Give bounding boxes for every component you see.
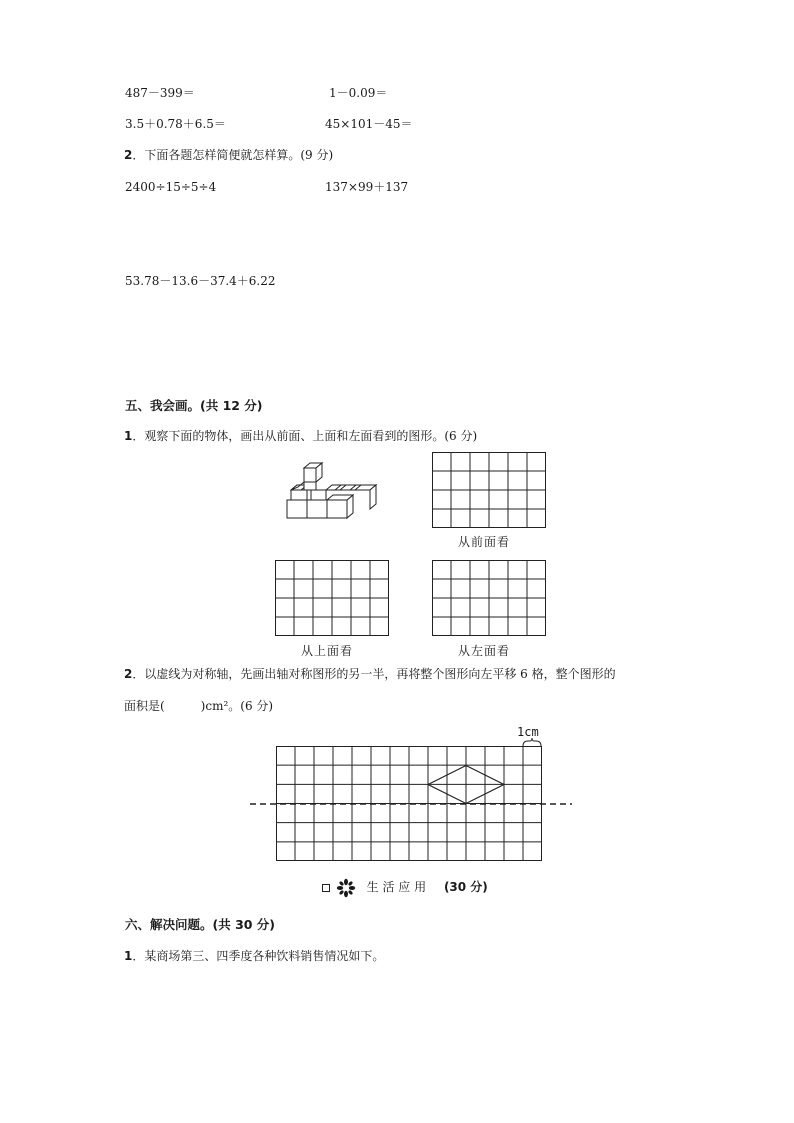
calc-item: 3.5＋0.78＋6.5＝ (125, 117, 226, 131)
flower-icon (337, 879, 355, 897)
banner (322, 877, 488, 897)
symmetry-axis (250, 802, 572, 806)
question-number: 1 (124, 429, 133, 443)
question-number: 1 (124, 949, 133, 963)
section-title: 六、解决问题。(共 30 分) (125, 917, 276, 932)
question-number: 2 (124, 667, 133, 681)
calc-item: 45×101－45＝ (325, 117, 413, 131)
grid-left-view (432, 560, 546, 636)
square-icon (322, 884, 330, 892)
question-2 (124, 667, 616, 681)
grid-top-view (275, 560, 389, 636)
caption-front-view: 从前面看 (458, 535, 511, 549)
question-number: 2 (124, 148, 133, 162)
grid-front-view (432, 452, 546, 528)
calc-item: 1－0.09＝ (329, 86, 388, 100)
calc-item: 487－399＝ (125, 86, 195, 100)
question-text: ．某商场第三、四季度各种饮料销售情况如下。 (132, 949, 385, 963)
banner-title: 生 活 应 用 (366, 880, 427, 894)
cube-stack-figure (285, 462, 380, 520)
caption-top-view: 从上面看 (301, 644, 354, 658)
question-text: ．观察下面的物体，画出从前面、上面和左面看到的图形。(6 分) (132, 429, 478, 443)
question-text-line2: 面积是( )cm²。(6 分) (124, 699, 274, 713)
unit-label: 1cm (517, 725, 539, 739)
question-2 (124, 148, 333, 162)
banner-score: (30 分) (443, 880, 488, 894)
question-1 (124, 429, 477, 443)
question-text: ．以虚线为对称轴，先画出轴对称图形的另一半，再将整个图形向左平移 6 格，整个图形的 (132, 667, 616, 681)
calc-item: 53.78－13.6－37.4＋6.22 (125, 274, 276, 288)
calc-item: 2400÷15÷5÷4 (125, 180, 217, 194)
caption-left-view: 从左面看 (458, 644, 511, 658)
question-1 (124, 949, 384, 963)
section-title: 五、我会画。(共 12 分) (125, 398, 263, 413)
question-text: ．下面各题怎样简便就怎样算。(9 分) (132, 148, 334, 162)
calc-item: 137×99＋137 (325, 180, 409, 194)
